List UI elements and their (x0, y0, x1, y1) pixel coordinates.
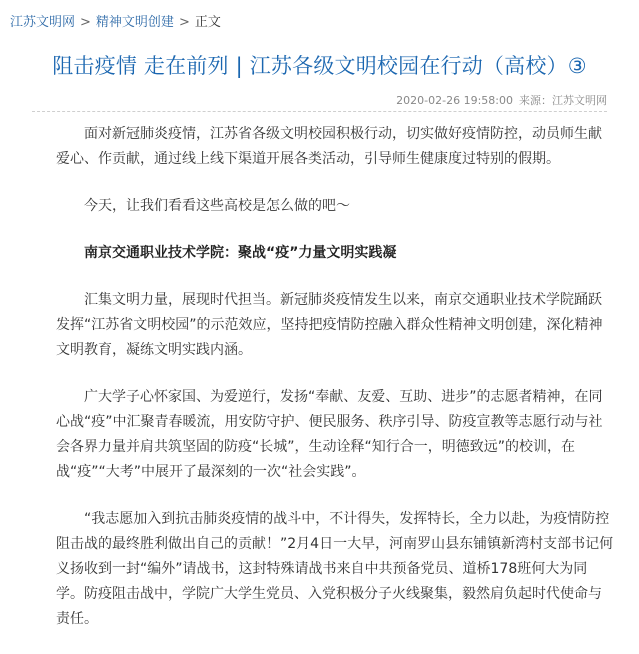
article-title: 阻击疫情 走在前列 | 江苏各级文明校园在行动（高校）③ (52, 54, 587, 78)
article-paragraph: 面对新冠肺炎疫情，江苏省各级文明校园积极行动，切实做好疫情防控，动员师生献爱心、作贡献，通过线上线下渠道开展各类活动，引导师生健康度过特别的假期。 (56, 126, 602, 167)
section-heading: 南京交通职业技术学院：聚战“疫”力量文明实践凝 (84, 245, 397, 261)
title-divider (32, 111, 607, 112)
article-paragraph: 广大学子心怀家国、为爱逆行，发扬“奉献、友爱、互助、进步”的志愿者精神，在同心战“疫”中汇聚青春暖流，用安防守护、便民服务、秩序引导、防疫宣教等志愿行动与社会各界力量并肩共筑坚固的防疫“长城”，生动诠释“知行合一，明德致远”的校训，在战“疫”“大考”中展开了最深刻的一次“社会实践”。 (56, 389, 603, 480)
breadcrumb-separator: > (80, 15, 91, 30)
article-meta (396, 92, 607, 108)
breadcrumb-home-link[interactable]: 江苏文明网 (10, 15, 76, 30)
breadcrumb (10, 11, 221, 30)
article-body (56, 122, 614, 654)
breadcrumb-separator: > (178, 15, 190, 30)
breadcrumb-category-link[interactable]: 精神文明创建 (95, 15, 174, 30)
article-paragraph: 汇集文明力量，展现时代担当。新冠肺炎疫情发生以来，南京交通职业技术学院踊跃发挥“江苏省文明校园”的示范效应，坚持把疫情防控融入群众性精神文明创建，深化精神文明教育，凝练文明实践内涵。 (56, 292, 603, 358)
article-date: 2020-02-26 19:58:00 (396, 94, 513, 107)
breadcrumb-current: 正文 (194, 15, 221, 30)
article-paragraph: “我志愿加入到抗击肺炎疫情的战斗中，不计得失，发挥特长，全力以赴，为疫情防控阻击战的最终胜利做出自己的贡献！”2月4日一大早，河南罗山县东铺镇新湾村支部书记何义扬收到一封“编外”请战书，这封特殊请战书来自中共预备党员、道桥178班何大为同学。防疫阻击战中，学院广大学生党员、入党积极分子火线聚集，毅然肩负起时代使命与责任。 (56, 511, 614, 627)
article-source: 来源：江苏文明网 (519, 94, 607, 107)
article-paragraph: 今天，让我们看看这些高校是怎么做的吧～ (84, 198, 350, 214)
